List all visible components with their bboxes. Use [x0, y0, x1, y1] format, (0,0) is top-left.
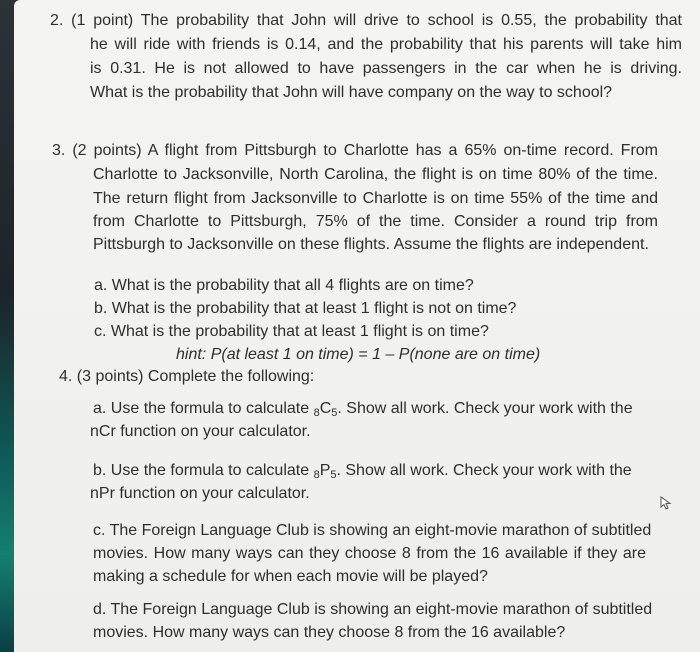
question-4c-line: making a schedule for when each movie will be played?: [93, 568, 488, 585]
question-4c-line: c. The Foreign Language Club is showing an eight-movie marathon of subtitled: [93, 522, 652, 539]
question-3-line: Charlotte to Jacksonville, North Carolina, the flight is on time 80% of the time.: [93, 166, 658, 183]
question-2-line: What is the probability that John will have company on the way to school?: [90, 84, 613, 101]
question-3-line: 3. (2 points) A flight from Pittsburgh to Charlotte has a 65% on-time record. From: [52, 142, 658, 159]
question-4a-text-end: . Show all work. Check your work with the: [337, 400, 633, 417]
permutation-n: 8: [313, 469, 320, 481]
question-3-line: from Charlotte to Pittsburgh, 75% of the time. Consider a round trip from: [93, 213, 658, 230]
question-4b-text-end: . Show all work. Check your work with the: [336, 462, 632, 479]
worksheet-page: [14, 0, 700, 652]
question-3-line: The return flight from Jacksonville to Charlotte is on time 55% of the time and: [93, 190, 658, 207]
question-3-line: Pittsburgh to Jacksonville on these flights. Assume the flights are independent.: [93, 236, 649, 253]
question-3-part-b: b. What is the probability that at least 1 flight is not on time?: [94, 300, 517, 317]
question-4d-line: d. The Foreign Language Club is showing an eight-movie marathon of subtitled: [93, 601, 653, 618]
question-3-hint: hint: P(at least 1 on time) = 1 – P(none are on time): [176, 346, 541, 363]
question-3-part-a: a. What is the probability that all 4 flights are on time?: [94, 277, 474, 294]
combination-symbol: C: [319, 400, 332, 417]
question-2-line: is 0.31. He is not allowed to have passengers in the car when he is driving.: [90, 60, 682, 77]
question-4c-line: movies. How many ways can they choose 8 from the 16 available if they are: [93, 545, 646, 562]
combination-n: 8: [313, 407, 320, 419]
question-4d-line: movies. How many ways can they choose 8 from the 16 available?: [93, 624, 566, 641]
cursor-icon: [659, 496, 673, 510]
permutation-symbol: P: [319, 462, 331, 479]
question-2-line: 2. (1 point) The probability that John will drive to school is 0.55, the probability that: [50, 12, 682, 29]
question-4b-line-2: nPr function on your calculator.: [90, 485, 310, 502]
question-4a-line-2: nCr function on your calculator.: [90, 423, 311, 440]
question-4b-text: b. Use the formula to calculate: [93, 462, 314, 479]
permutation-r: 5: [330, 469, 337, 481]
question-3-part-c: c. What is the probability that at least 1 flight is on time?: [94, 323, 489, 340]
question-4-heading: 4. (3 points) Complete the following:: [59, 368, 315, 385]
question-4a-text: a. Use the formula to calculate: [93, 400, 314, 417]
combination-r: 5: [331, 407, 338, 419]
question-2-line: he will ride with friends is 0.14, and the probability that his parents will take him: [90, 36, 682, 53]
